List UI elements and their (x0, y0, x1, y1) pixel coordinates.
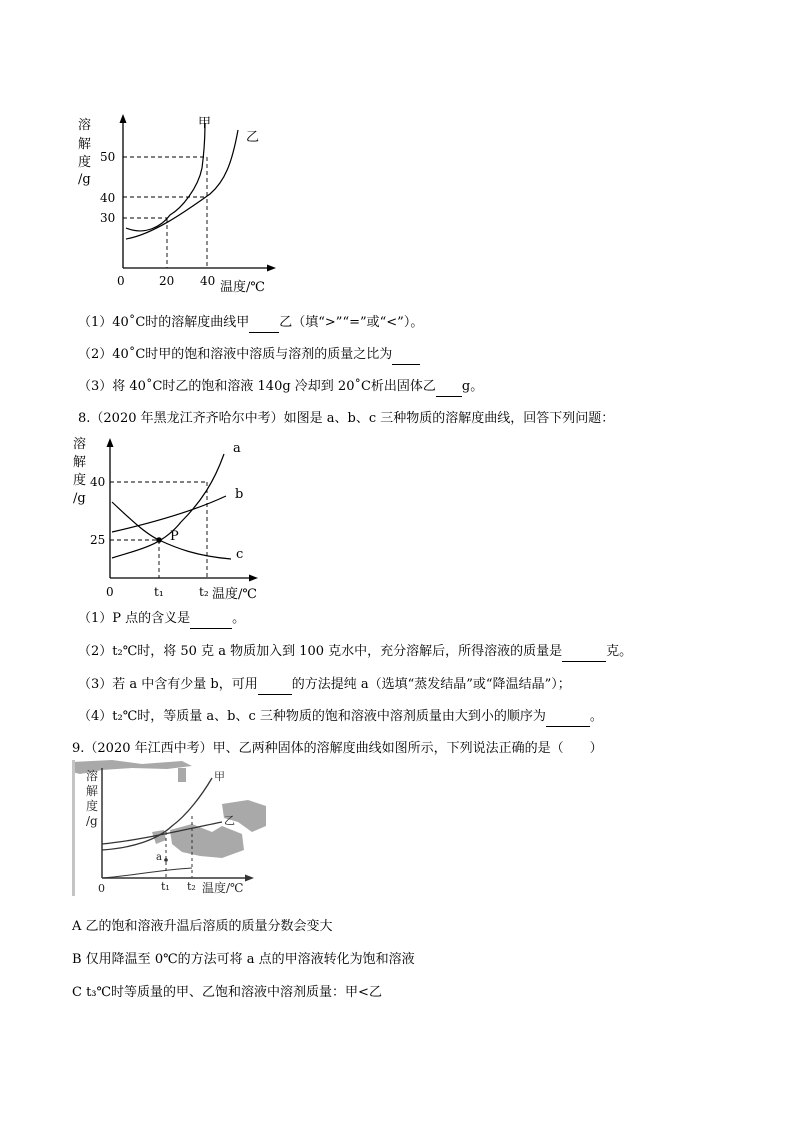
answer-blank[interactable] (190, 610, 232, 629)
q8-item-4-tail: 。 (589, 709, 603, 724)
answer-blank[interactable] (392, 346, 420, 365)
answer-blank[interactable] (249, 314, 279, 333)
y-tick-40: 40 (100, 191, 116, 205)
x-axis-arrow (249, 575, 258, 582)
q8-item-1-text: （1）P 点的含义是 (78, 611, 191, 626)
point-a (164, 858, 168, 862)
y-label-char-3: 度 (73, 473, 87, 488)
point-p (156, 537, 162, 543)
curve-bottom (102, 868, 192, 878)
y-label-char-2: 解 (73, 455, 87, 470)
y-label-char-1: 溶 (86, 769, 99, 783)
point-p-label: P (170, 529, 179, 544)
x-tick-20: 20 (159, 274, 175, 288)
x-tick-0: 0 (117, 274, 125, 288)
curve-label-jia: 甲 (214, 770, 225, 783)
y-label-char-4: /g (86, 814, 98, 828)
q7-item-1 (78, 314, 423, 333)
q7-item-1-text: （1）40˚C时的溶解度曲线甲 (78, 315, 250, 330)
q9-option-b[interactable]: B 仅用降温至 0℃的方法可将 a 点的甲溶液转化为饱和溶液 (72, 952, 415, 967)
x-tick-t2: t₂ (199, 585, 209, 599)
x-axis-label: 温度/℃ (212, 587, 257, 602)
x-tick-t1: t₁ (154, 585, 164, 599)
answer-blank[interactable] (562, 643, 606, 662)
q8-item-3 (78, 676, 571, 695)
y-tick-30: 30 (100, 211, 116, 225)
y-label-char-4: /g (78, 172, 91, 187)
q8-item-4-text: （4）t₂℃时，等质量 a、b、c 三种物质的饱和溶液中溶剂质量由大到小的顺序为 (78, 709, 546, 724)
y-tick-50: 50 (100, 150, 116, 164)
y-label-char-1: 溶 (73, 437, 87, 452)
x-axis-arrow (245, 875, 254, 882)
y-axis-arrow (107, 438, 114, 447)
q9-option-a[interactable]: A 乙的饱和溶液升温后溶质的质量分数会变大 (72, 919, 333, 934)
solubility-chart-3-scan (72, 760, 266, 896)
x-axis-label: 温度/℃ (220, 280, 265, 295)
curve-yi (126, 130, 238, 239)
y-tick-25: 25 (90, 533, 106, 547)
curve-b (112, 496, 226, 532)
q7-item-2-text: （2）40˚C时甲的饱和溶液中溶质与溶剂的质量之比为 (78, 347, 393, 362)
curve-label-jia: 甲 (198, 116, 212, 131)
x-tick-0: 0 (106, 585, 114, 599)
q8-item-2-tail: 克。 (606, 644, 633, 659)
y-label-char-2: 解 (86, 784, 99, 798)
solubility-chart-2 (66, 432, 280, 608)
q8-item-2 (78, 643, 632, 662)
y-label-char-1: 溶 (78, 118, 92, 133)
q7-item-3-tail: g。 (461, 379, 484, 394)
curve-label-yi: 乙 (224, 814, 235, 827)
curve-label-yi: 乙 (246, 130, 260, 145)
q7-item-3-text: （3）将 40˚C时乙的饱和溶液 140g 冷却到 20˚C析出固体乙 (78, 379, 436, 394)
q8-item-3-text: （3）若 a 中含有少量 b，可用 (78, 677, 258, 692)
x-axis-arrow (267, 265, 276, 272)
point-a-label: a (156, 852, 162, 863)
q7-item-2 (78, 346, 420, 365)
curve-label-b: b (235, 487, 244, 502)
curve-jia (126, 123, 205, 231)
y-label-char-2: 解 (78, 137, 92, 152)
y-axis-arrow (120, 114, 127, 123)
curve-label-c: c (236, 547, 244, 562)
q7-item-3 (78, 378, 483, 397)
x-tick-40: 40 (200, 274, 216, 288)
y-label-char-4: /g (73, 491, 86, 506)
q8-item-1-tail: 。 (232, 611, 246, 626)
y-tick-40: 40 (90, 475, 106, 489)
answer-blank[interactable] (258, 676, 292, 695)
q8-title: 8.（2020 年黑龙江齐齐哈尔中考）如图是 a、b、c 三种物质的溶解度曲线，回答下列问题： (78, 411, 615, 426)
answer-blank[interactable] (436, 378, 462, 397)
q9-option-c[interactable]: C t₃℃时等质量的甲、乙饱和溶液中溶剂质量：甲<乙 (72, 985, 382, 1000)
q8-item-3-tail: 的方法提纯 a（选填“蒸发结晶”或“降温结晶”）； (291, 677, 571, 692)
x-tick-t2: t₂ (187, 880, 196, 893)
q8-item-2-text: （2）t₂℃时，将 50 克 a 物质加入到 100 克水中，充分溶解后，所得溶液的质量是 (78, 644, 563, 659)
solubility-chart-1 (70, 108, 300, 298)
q9-title: 9.（2020 年江西中考）甲、乙两种固体的溶解度曲线如图所示，下列说法正确的是（ ） (72, 741, 603, 756)
y-label-char-3: 度 (78, 155, 92, 170)
x-tick-0: 0 (98, 882, 105, 895)
x-tick-t1: t₁ (161, 880, 170, 893)
q8-item-1 (78, 610, 245, 629)
answer-blank[interactable] (546, 708, 590, 727)
q8-item-4 (78, 708, 603, 727)
y-label-char-3: 度 (86, 799, 99, 813)
x-axis-label: 温度/℃ (202, 881, 244, 895)
q7-item-1-tail: 乙（填“>”“=”或“<”）。 (279, 315, 424, 330)
curve-label-a: a (233, 441, 241, 456)
